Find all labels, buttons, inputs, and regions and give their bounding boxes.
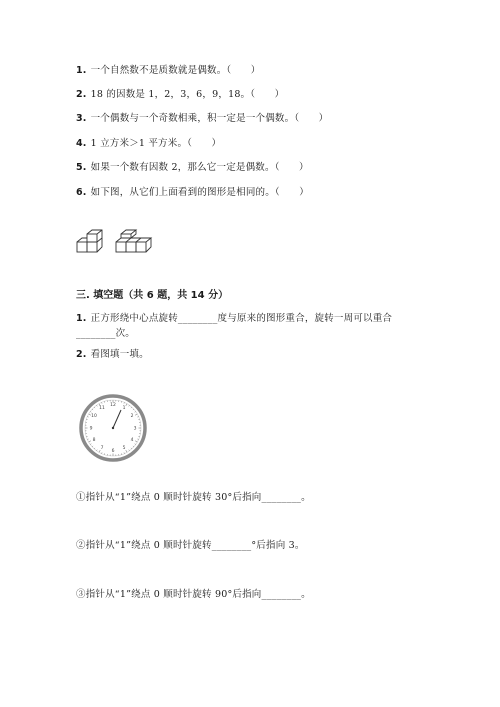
svg-text:12: 12	[110, 403, 116, 408]
svg-text:8: 8	[92, 438, 96, 443]
judgment-item-5	[76, 159, 309, 173]
item-number: 1.	[76, 313, 87, 324]
fill-sub-1: ①指针从“1”绕点 0 顺时针旋转 30°后指向________。	[76, 492, 311, 503]
svg-text:5: 5	[122, 446, 126, 451]
item-number: 1.	[76, 65, 87, 76]
item-text: 看图填一填。	[90, 349, 149, 360]
judgment-item-1	[76, 62, 260, 76]
item-number: 2.	[76, 89, 87, 100]
svg-text:4: 4	[130, 438, 134, 443]
svg-text:10: 10	[91, 414, 97, 419]
item-number: 3.	[76, 113, 87, 124]
fill-item-1-cont	[76, 325, 135, 339]
svg-text:6: 6	[111, 449, 115, 454]
item-text: 18 的因数是 1，2，3，6，9，18。（ ）	[90, 89, 285, 100]
svg-text:3: 3	[133, 426, 137, 432]
item-number: 6.	[76, 187, 87, 198]
item-text: 一个偶数与一个奇数相乘，积一定是一个偶数。（ ）	[90, 113, 329, 124]
judgment-item-2	[76, 86, 284, 100]
cube-group-left	[77, 230, 102, 252]
section-heading: 三. 填空题（共 6 题，共 14 分）	[76, 290, 229, 301]
judgment-item-4	[76, 135, 221, 149]
svg-text:11: 11	[99, 406, 105, 411]
fill-sub-3: ③指针从“1”绕点 0 顺时针旋转 90°后指向________。	[76, 589, 311, 600]
svg-text:7: 7	[100, 446, 104, 451]
judgment-item-3	[76, 110, 328, 124]
item-text: ________次。	[76, 328, 136, 339]
clock-face	[79, 394, 147, 462]
fill-sub-2: ②指针从“1”绕点 0 顺时针旋转________°后指向 3。	[76, 540, 305, 551]
item-text: 一个自然数不是质数就是偶数。（ ）	[90, 65, 261, 76]
judgment-item-6	[76, 184, 309, 198]
svg-text:2: 2	[130, 414, 134, 419]
item-number: 4.	[76, 138, 87, 149]
item-text: 1 立方米＞1 平方米。（ ）	[90, 138, 222, 149]
svg-text:9: 9	[89, 426, 93, 432]
fill-item-2	[76, 346, 149, 360]
item-number: 2.	[76, 349, 87, 360]
fill-item-1	[76, 310, 392, 324]
cube-figures	[76, 229, 156, 259]
item-text: 如下图，从它们上面看到的图形是相同的。（ ）	[90, 187, 309, 198]
item-text: 正方形绕中心点旋转________度与原来的图形重合，旋转一周可以重合	[90, 313, 393, 324]
item-text: 如果一个数有因数 2，那么它一定是偶数。（ ）	[90, 162, 309, 173]
cube-group-right	[116, 230, 151, 252]
svg-text:1: 1	[122, 406, 126, 411]
item-number: 5.	[76, 162, 87, 173]
